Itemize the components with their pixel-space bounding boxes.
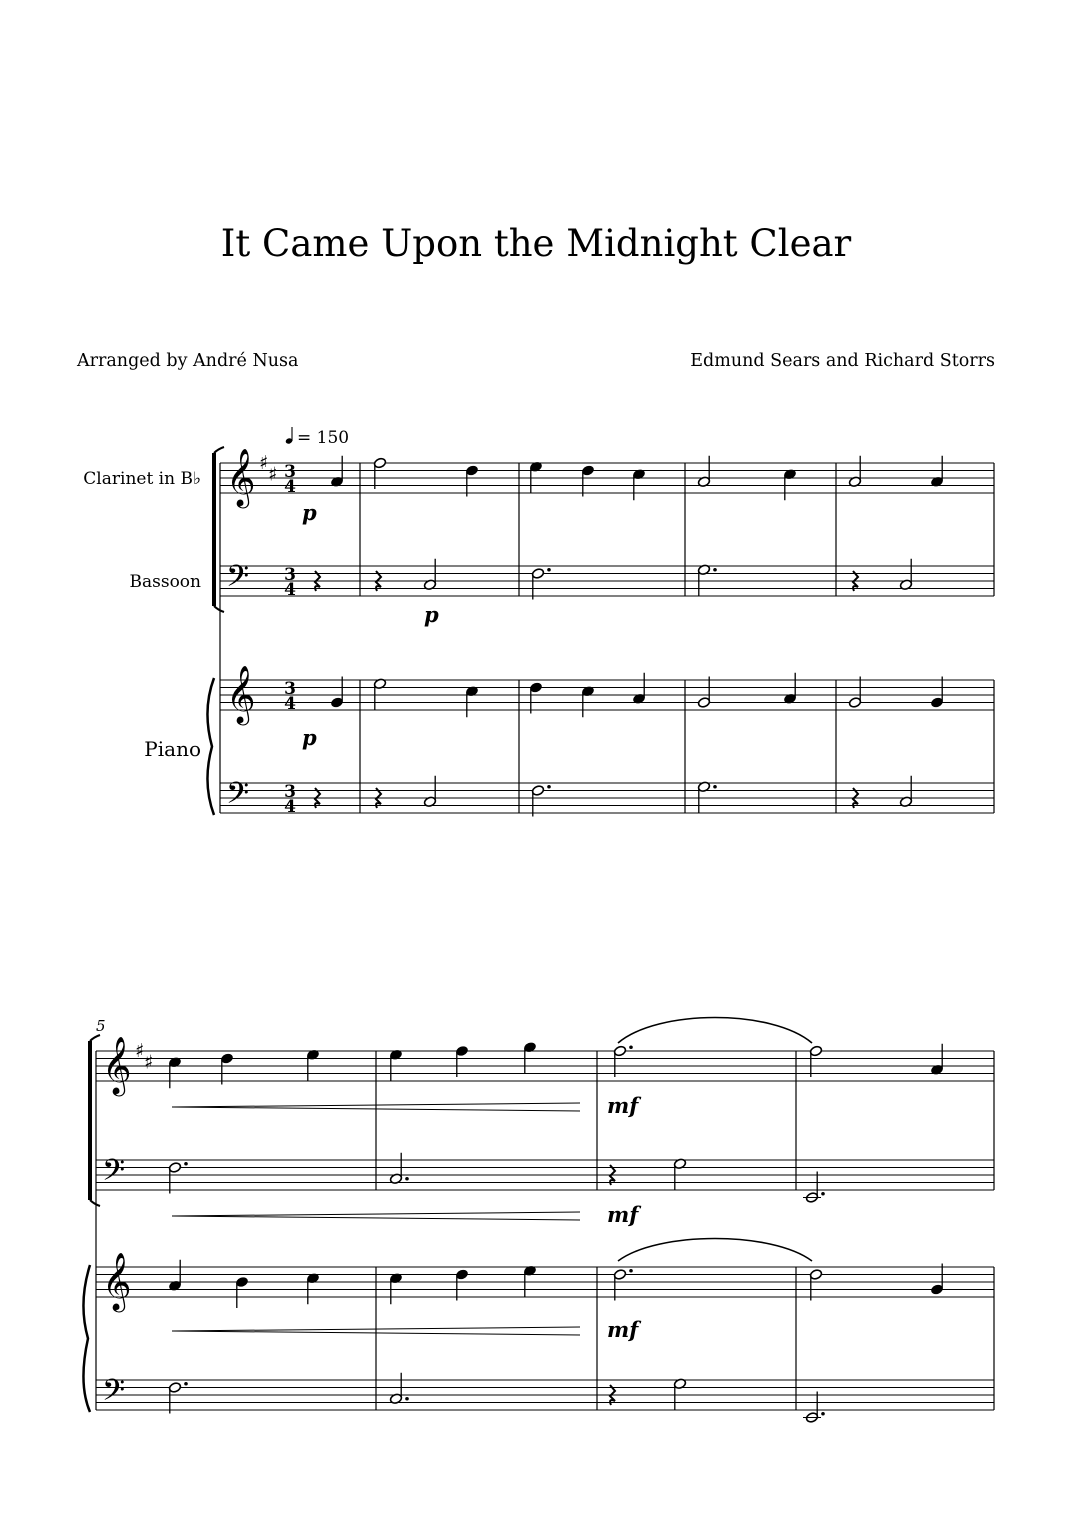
dynamic-marking: p	[302, 500, 317, 525]
instrument-bracket	[90, 1035, 100, 1041]
dynamic-marking: mf	[607, 1202, 639, 1227]
crescendo-hairpin	[172, 1216, 580, 1220]
dynamic-marking: mf	[607, 1093, 639, 1118]
sharp-icon: ♯	[268, 463, 278, 486]
clefs-and-signatures	[102, 448, 296, 1415]
score-title: It Came Upon the Midnight Clear	[220, 222, 852, 265]
dynamic-marking: p	[302, 725, 317, 750]
augmentation-dot	[405, 1397, 409, 1401]
time-signature-bottom: 4	[284, 797, 296, 817]
treble-clef-icon: 𝄞	[226, 448, 256, 506]
treble-clef-icon: 𝄞	[102, 1036, 132, 1094]
augmentation-dot	[821, 1192, 825, 1196]
bass-clef-icon: 𝄢	[226, 777, 250, 818]
augmentation-dot	[405, 1177, 409, 1181]
instrument-bracket	[214, 447, 224, 453]
arranger-credit: Arranged by André Nusa	[77, 351, 299, 371]
time-signature-top: 3	[284, 679, 296, 699]
treble-clef-icon: 𝄞	[226, 665, 256, 723]
augmentation-dot	[629, 1269, 633, 1273]
time-signature-top: 3	[284, 462, 296, 482]
notes	[168, 456, 943, 1424]
augmentation-dot	[629, 1045, 633, 1049]
tempo-text: = 150	[297, 428, 350, 448]
bass-clef-icon: 𝄢	[102, 1374, 126, 1415]
measure-number: 5	[96, 1017, 106, 1035]
treble-clef-icon: 𝄞	[102, 1252, 132, 1310]
tie-slur	[618, 1018, 812, 1044]
instrument-bracket	[90, 1200, 100, 1206]
composer-credit: Edmund Sears and Richard Storrs	[690, 351, 995, 371]
time-signature-bottom: 4	[284, 694, 296, 714]
sharp-icon: ♯	[135, 1040, 145, 1062]
instrument-label-piano: Piano	[144, 737, 201, 761]
augmentation-dot	[713, 785, 717, 789]
augmentation-dot	[547, 785, 551, 789]
tie-slur	[618, 1239, 812, 1262]
piano-brace	[83, 1265, 90, 1412]
time-signature-top: 3	[284, 565, 296, 585]
instrument-label-clarinet: Clarinet in B♭	[83, 469, 201, 489]
piano-brace	[207, 678, 214, 815]
sharp-icon: ♯	[144, 1051, 154, 1074]
augmentation-dot	[713, 568, 717, 572]
augmentation-dot	[821, 1412, 825, 1416]
time-signature-bottom: 4	[284, 580, 296, 600]
instrument-bracket	[214, 606, 224, 612]
time-signature-bottom: 4	[284, 477, 296, 497]
tempo-marking	[285, 427, 349, 448]
dynamic-marking: mf	[607, 1317, 639, 1342]
augmentation-dot	[547, 568, 551, 572]
time-signature-top: 3	[284, 782, 296, 802]
sharp-icon: ♯	[259, 452, 269, 474]
bass-clef-icon: 𝄢	[226, 560, 250, 601]
augmentation-dot	[184, 1382, 188, 1386]
dynamics	[172, 500, 642, 1342]
dynamic-marking: p	[424, 602, 439, 627]
staff-lines	[96, 463, 994, 1410]
instrument-label-bassoon: Bassoon	[129, 572, 201, 592]
augmentation-dot	[184, 1162, 188, 1166]
bass-clef-icon: 𝄢	[102, 1154, 126, 1195]
crescendo-hairpin	[172, 1212, 580, 1216]
